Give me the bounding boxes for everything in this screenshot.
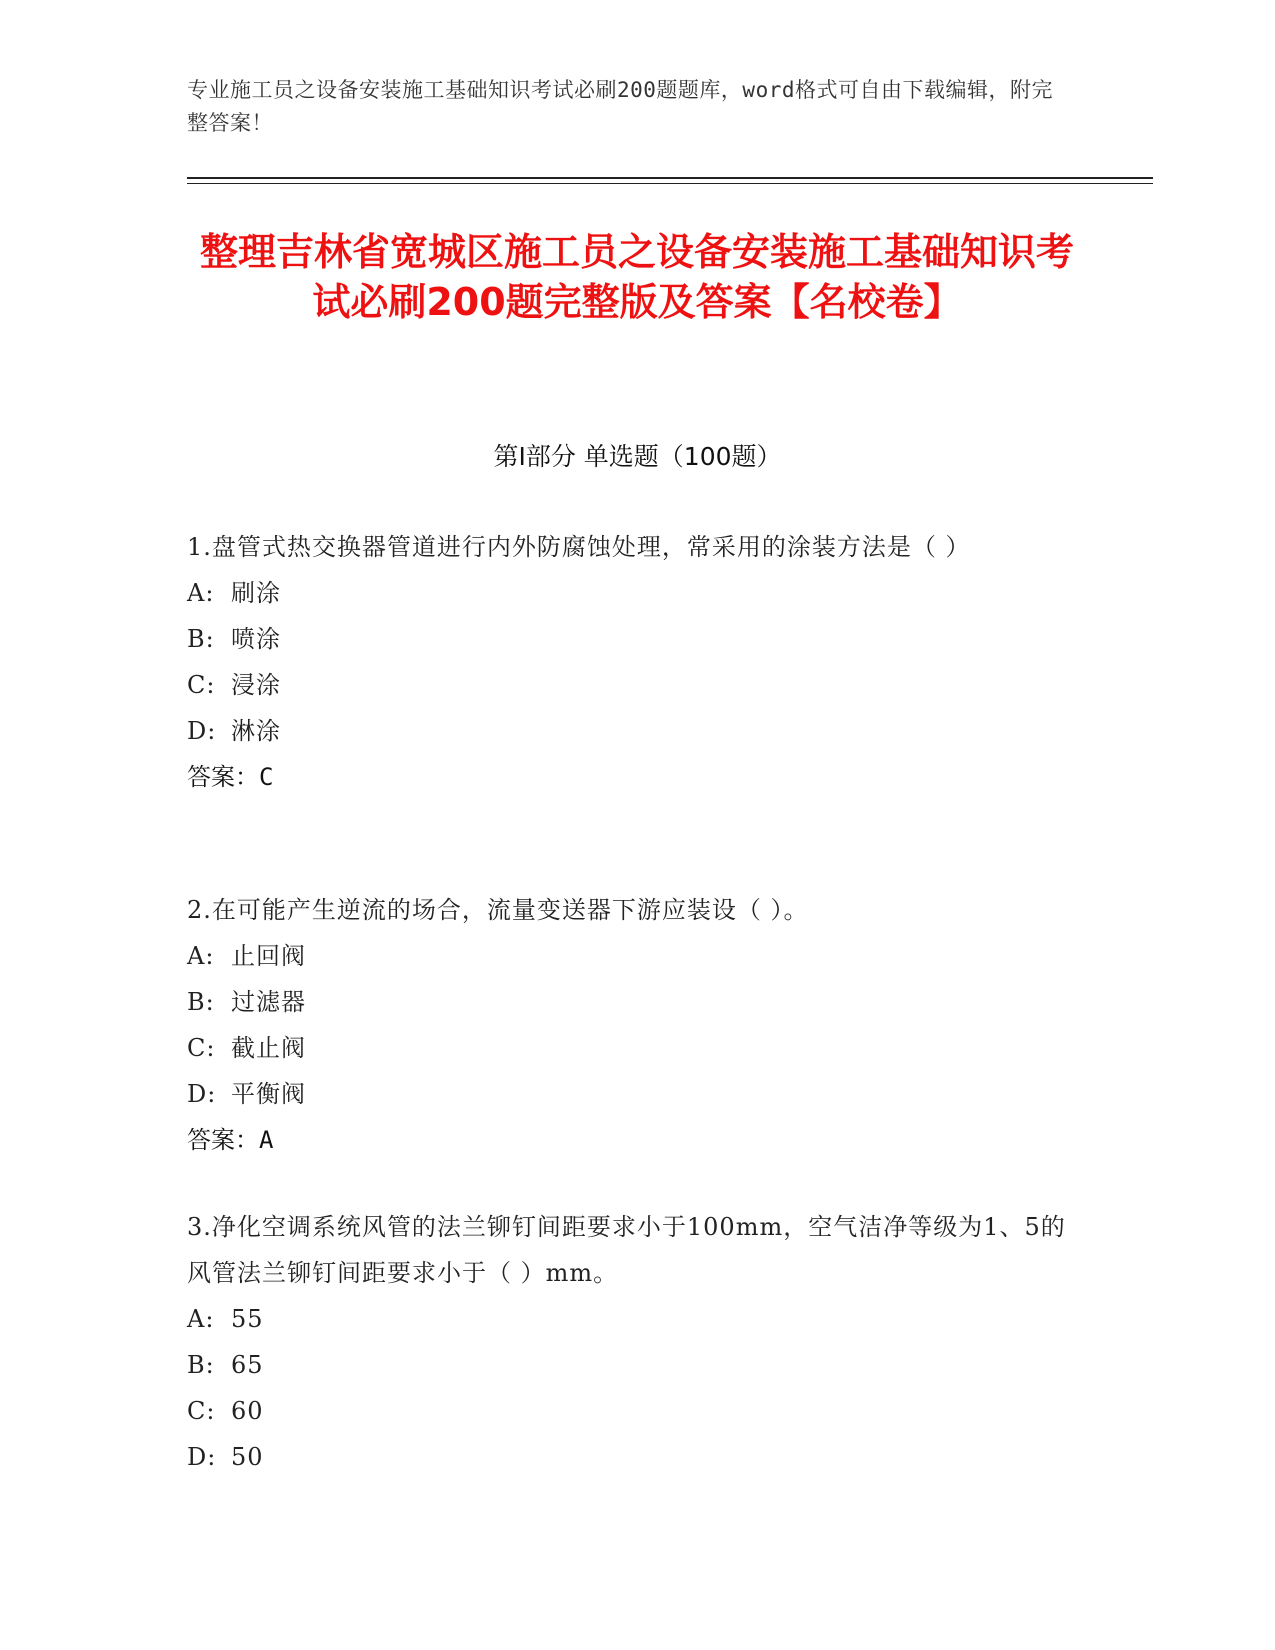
option-text: 55 [231, 1305, 264, 1333]
option-key: A: [187, 579, 215, 607]
section-heading: 第Ⅰ部分 单选题（100题） [493, 442, 782, 471]
answer-value: C [259, 763, 274, 791]
question-1 [187, 524, 1087, 800]
option-d [187, 1071, 1087, 1117]
option-text: 平衡阀 [231, 1080, 306, 1108]
option-c [187, 662, 1087, 708]
header-divider-thick [187, 177, 1153, 179]
question-3 [187, 1204, 1087, 1480]
option-text: 过滤器 [231, 988, 306, 1016]
option-text: 刷涂 [231, 579, 281, 607]
answer-line [187, 1117, 1087, 1163]
option-key: C: [187, 671, 216, 699]
option-text: 止回阀 [231, 942, 306, 970]
option-d [187, 1434, 1087, 1480]
question-2 [187, 887, 1087, 1163]
question-text: 3.净化空调系统风管的法兰铆钉间距要求小于100mm，空气洁净等级为1、5的风管法兰铆钉间距要求小于（ ）mm。 [187, 1213, 1066, 1287]
document-title: 整理吉林省宽城区施工员之设备安装施工基础知识考试必刷200题完整版及答案【名校卷】 [199, 230, 1074, 324]
option-a [187, 933, 1087, 979]
option-text: 65 [231, 1351, 264, 1379]
option-text: 淋涂 [231, 717, 281, 745]
option-text: 60 [231, 1397, 264, 1425]
option-key: A: [187, 942, 215, 970]
option-key: C: [187, 1034, 216, 1062]
option-key: C: [187, 1397, 216, 1425]
header-divider-thin [187, 183, 1153, 184]
option-text: 浸涂 [231, 671, 281, 699]
question-text: 1.盘管式热交换器管道进行内外防腐蚀处理，常采用的涂装方法是（ ） [187, 533, 971, 561]
option-c [187, 1388, 1087, 1434]
option-a [187, 570, 1087, 616]
option-key: B: [187, 625, 215, 653]
option-d [187, 708, 1087, 754]
option-b [187, 979, 1087, 1025]
option-key: D: [187, 1443, 217, 1471]
option-key: B: [187, 988, 215, 1016]
answer-label: 答案： [187, 1126, 259, 1154]
option-text: 50 [231, 1443, 264, 1471]
option-key: D: [187, 717, 217, 745]
option-a [187, 1296, 1087, 1342]
answer-label: 答案： [187, 763, 259, 791]
option-text: 喷涂 [231, 625, 281, 653]
option-b [187, 1342, 1087, 1388]
option-key: D: [187, 1080, 217, 1108]
answer-line [187, 754, 1087, 800]
question-text: 2.在可能产生逆流的场合，流量变送器下游应装设（ ）。 [187, 896, 809, 924]
option-text: 截止阀 [231, 1034, 306, 1062]
option-key: B: [187, 1351, 215, 1379]
option-key: A: [187, 1305, 215, 1333]
header-note: 专业施工员之设备安装施工基础知识考试必刷200题题库，word格式可自由下载编辑，附完整答案！ [187, 78, 1053, 135]
option-b [187, 616, 1087, 662]
option-c [187, 1025, 1087, 1071]
answer-value: A [259, 1126, 274, 1154]
